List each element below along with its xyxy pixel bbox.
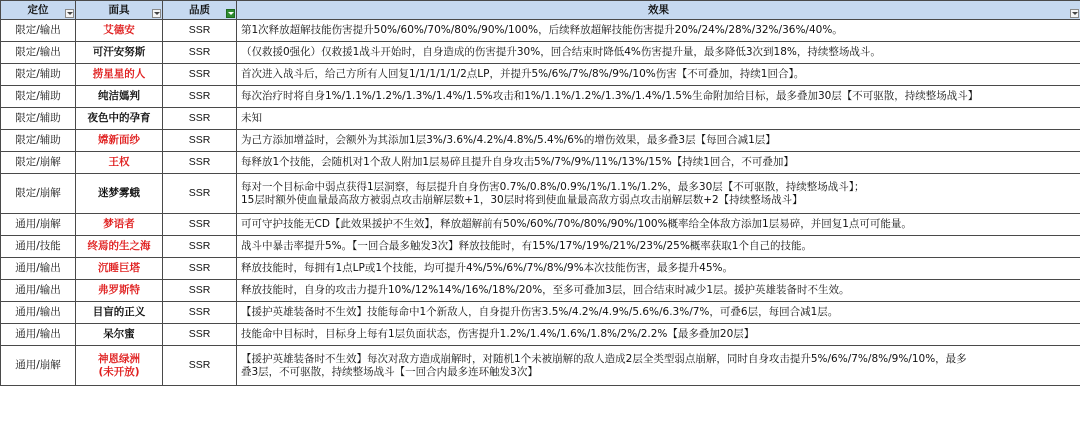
header-row xyxy=(1,1,1080,20)
effect-line: 15层时额外使血量最高敌方被弱点攻击崩解层数+1，30层时将到使血量最高敌方弱点攻击崩解层数+2【持续整场战斗】 xyxy=(241,193,803,206)
effect-line: 叠3层，不可驱散，持续整场战斗【一回合内最多连环触发3次】 xyxy=(241,365,538,378)
cell-quality[interactable]: SSR xyxy=(163,258,237,280)
cell-quality[interactable]: SSR xyxy=(163,324,237,346)
cell-effect[interactable] xyxy=(237,108,1080,130)
mask-name-line: 终焉的生之海 xyxy=(87,240,151,252)
cell-quality[interactable]: SSR xyxy=(163,108,237,130)
header-mask[interactable]: 面具 xyxy=(76,1,163,20)
table-row xyxy=(1,20,1080,42)
table-row xyxy=(1,214,1080,236)
mask-name-line: 夜色中的孕育 xyxy=(87,112,151,124)
cell-position[interactable]: 通用/输出 xyxy=(1,280,76,302)
cell-mask-name[interactable] xyxy=(76,236,163,258)
cell-mask-name[interactable] xyxy=(76,280,163,302)
cell-mask-name[interactable] xyxy=(76,152,163,174)
cell-position[interactable]: 限定/输出 xyxy=(1,20,76,42)
effect-line: 【援护英雄装备时不生效】技能每命中1个新敌人，自身提升伤害3.5%/4.2%/4.9%/5.6%/6.3%/7%，可叠6层，每回合减1层。 xyxy=(241,306,839,318)
mask-name-line: 沉睡巨塔 xyxy=(98,262,140,274)
cell-position[interactable]: 通用/崩解 xyxy=(1,214,76,236)
effect-line: （仅救援0强化）仅救援1战斗开始时，自身造成的伤害提升30%，回合结束时降低4%伤害提升量，最多降低3次到18%，持续整场战斗。 xyxy=(241,46,881,58)
cell-position[interactable]: 限定/崩解 xyxy=(1,152,76,174)
filter-dropdown-icon[interactable] xyxy=(152,9,161,18)
mask-name-line: 可汗安努斯 xyxy=(92,46,146,58)
table-row xyxy=(1,280,1080,302)
cell-mask-name[interactable] xyxy=(76,20,163,42)
table-row xyxy=(1,236,1080,258)
filter-dropdown-icon[interactable] xyxy=(65,9,74,18)
cell-effect[interactable] xyxy=(237,86,1080,108)
table-row xyxy=(1,130,1080,152)
cell-position[interactable]: 限定/辅助 xyxy=(1,64,76,86)
mask-name-line: 神恩绿洲 xyxy=(98,352,140,365)
cell-mask-name[interactable] xyxy=(76,108,163,130)
mask-name-line: 弗罗斯特 xyxy=(98,284,140,296)
effect-line: 第1次释放超解技能伤害提升50%/60%/70%/80%/90%/100%，后续释放超解技能伤害提升20%/24%/28%/32%/36%/40%。 xyxy=(241,24,843,36)
header-effect[interactable]: 效果 xyxy=(237,1,1080,20)
cell-effect[interactable] xyxy=(237,324,1080,346)
effect-line: 可可守护技能无CD【此效果援护不生效】，释放超解前有50%/60%/70%/80%/90%/100%概率给全体敌方添加1层易碎，并回复1点可可能量。 xyxy=(241,218,912,230)
table-row xyxy=(1,152,1080,174)
cell-quality[interactable]: SSR xyxy=(163,42,237,64)
cell-effect[interactable] xyxy=(237,302,1080,324)
cell-quality[interactable]: SSR xyxy=(163,236,237,258)
cell-mask-name[interactable] xyxy=(76,324,163,346)
cell-effect[interactable] xyxy=(237,346,1080,386)
mask-name-line: 纯洁媽判 xyxy=(98,90,140,102)
cell-position[interactable]: 限定/辅助 xyxy=(1,130,76,152)
cell-mask-name[interactable] xyxy=(76,86,163,108)
effect-line: 首次进入战斗后，给己方所有人回复1/1/1/1/1/2点LP，并提升5%/6%/7%/8%/9%/10%伤害【不可叠加，持续1回合】。 xyxy=(241,68,805,80)
cell-mask-name[interactable] xyxy=(76,214,163,236)
effect-line: 未知 xyxy=(241,112,262,124)
cell-position[interactable]: 限定/输出 xyxy=(1,42,76,64)
cell-effect[interactable] xyxy=(237,130,1080,152)
cell-effect[interactable] xyxy=(237,152,1080,174)
cell-effect[interactable] xyxy=(237,64,1080,86)
cell-quality[interactable]: SSR xyxy=(163,130,237,152)
filter-dropdown-icon[interactable] xyxy=(1070,9,1079,18)
table-row xyxy=(1,108,1080,130)
cell-effect[interactable] xyxy=(237,236,1080,258)
cell-mask-name[interactable] xyxy=(76,258,163,280)
cell-effect[interactable] xyxy=(237,20,1080,42)
effect-line: 释放技能时，自身的攻击力提升10%/12%14%/16%/18%/20%，至多可叠加3层，回合结束时减少1层。援护英雄装备时不生效。 xyxy=(241,284,850,296)
cell-quality[interactable]: SSR xyxy=(163,64,237,86)
table-row xyxy=(1,324,1080,346)
cell-position[interactable]: 通用/崩解 xyxy=(1,346,76,386)
cell-effect[interactable] xyxy=(237,214,1080,236)
cell-position[interactable]: 限定/辅助 xyxy=(1,86,76,108)
cell-effect[interactable] xyxy=(237,42,1080,64)
mask-name-line: 呆尔蜜 xyxy=(103,328,135,340)
mask-name-line: 目盲的正义 xyxy=(92,306,146,318)
cell-quality[interactable]: SSR xyxy=(163,174,237,214)
effect-line: 技能命中目标时，目标身上每有1层负面状态，伤害提升1.2%/1.4%/1.6%/1.8%/2%/2.2%【最多叠加20层】 xyxy=(241,328,755,340)
cell-mask-name[interactable] xyxy=(76,42,163,64)
cell-mask-name[interactable] xyxy=(76,64,163,86)
cell-effect[interactable] xyxy=(237,258,1080,280)
table-row xyxy=(1,258,1080,280)
cell-position[interactable]: 限定/崩解 xyxy=(1,174,76,214)
cell-position[interactable]: 通用/技能 xyxy=(1,236,76,258)
effect-line: 每对一个目标命中弱点获得1层洞察，每层提升自身伤害0.7%/0.8%/0.9%/1%/1.1%/1.2%，最多30层【不可驱散，持续整场战斗】； xyxy=(241,180,865,193)
cell-quality[interactable]: SSR xyxy=(163,214,237,236)
mask-name-line: (未开放) xyxy=(98,365,140,378)
cell-mask-name[interactable] xyxy=(76,130,163,152)
table-row xyxy=(1,302,1080,324)
cell-mask-name[interactable] xyxy=(76,174,163,214)
effect-line: 为己方添加增益时，会额外为其添加1层3%/3.6%/4.2%/4.8%/5.4%/6%的增伤效果，最多叠3层【每回合减1层】 xyxy=(241,134,776,146)
mask-name-line: 嫦新面纱 xyxy=(98,134,140,146)
effect-line: 每释放1个技能，会随机对1个敌人附加1层易碎且提升自身攻击5%/7%/9%/11%/13%/15%【持续1回合，不可叠加】 xyxy=(241,156,794,168)
cell-quality[interactable]: SSR xyxy=(163,152,237,174)
cell-mask-name[interactable] xyxy=(76,346,163,386)
effect-line: 每次治疗时将自身1%/1.1%/1.2%/1.3%/1.4%/1.5%攻击和1%/1.1%/1.2%/1.3%/1.4%/1.5%生命附加给目标，最多叠加30层【不可驱散，持续整场战斗】 xyxy=(241,90,979,102)
cell-quality[interactable]: SSR xyxy=(163,346,237,386)
cell-effect[interactable] xyxy=(237,280,1080,302)
header-quality[interactable]: 品质 xyxy=(163,1,237,20)
mask-name-line: 梦语者 xyxy=(103,218,135,230)
cell-quality[interactable]: SSR xyxy=(163,280,237,302)
mask-name-line: 捞星星的人 xyxy=(92,68,146,80)
cell-position[interactable]: 限定/辅助 xyxy=(1,108,76,130)
cell-quality[interactable]: SSR xyxy=(163,86,237,108)
cell-quality[interactable]: SSR xyxy=(163,20,237,42)
cell-effect[interactable] xyxy=(237,174,1080,214)
effect-line: 释放技能时，每拥有1点LP或1个技能，均可提升4%/5%/6%/7%/8%/9%本次技能伤害，最多提升45%。 xyxy=(241,262,734,274)
cell-position[interactable]: 通用/输出 xyxy=(1,258,76,280)
table-row xyxy=(1,64,1080,86)
mask-name-line: 艾德安 xyxy=(103,24,135,36)
header-position[interactable]: 定位 xyxy=(1,1,76,20)
table-row xyxy=(1,346,1080,386)
table-row xyxy=(1,174,1080,214)
cell-position[interactable]: 通用/输出 xyxy=(1,324,76,346)
filter-active-icon[interactable] xyxy=(226,9,235,18)
cell-mask-name[interactable] xyxy=(76,302,163,324)
cell-position[interactable]: 通用/输出 xyxy=(1,302,76,324)
effect-line: 战斗中暴击率提升5%。【一回合最多触发3次】释放技能时，有15%/17%/19%/21%/23%/25%概率获取1个自己的技能。 xyxy=(241,240,812,252)
mask-name-line: 迷梦雾蛾 xyxy=(98,187,140,199)
table-row xyxy=(1,86,1080,108)
table-row xyxy=(1,42,1080,64)
effect-line: 【援护英雄装备时不生效】每次对敌方造成崩解时，对随机1个未被崩解的敌人造成2层全类型弱点崩解，同时自身攻击提升5%/6%/7%/8%/9%/10%，最多 xyxy=(241,352,967,365)
cell-quality[interactable]: SSR xyxy=(163,302,237,324)
mask-name-line: 王权 xyxy=(108,156,130,168)
